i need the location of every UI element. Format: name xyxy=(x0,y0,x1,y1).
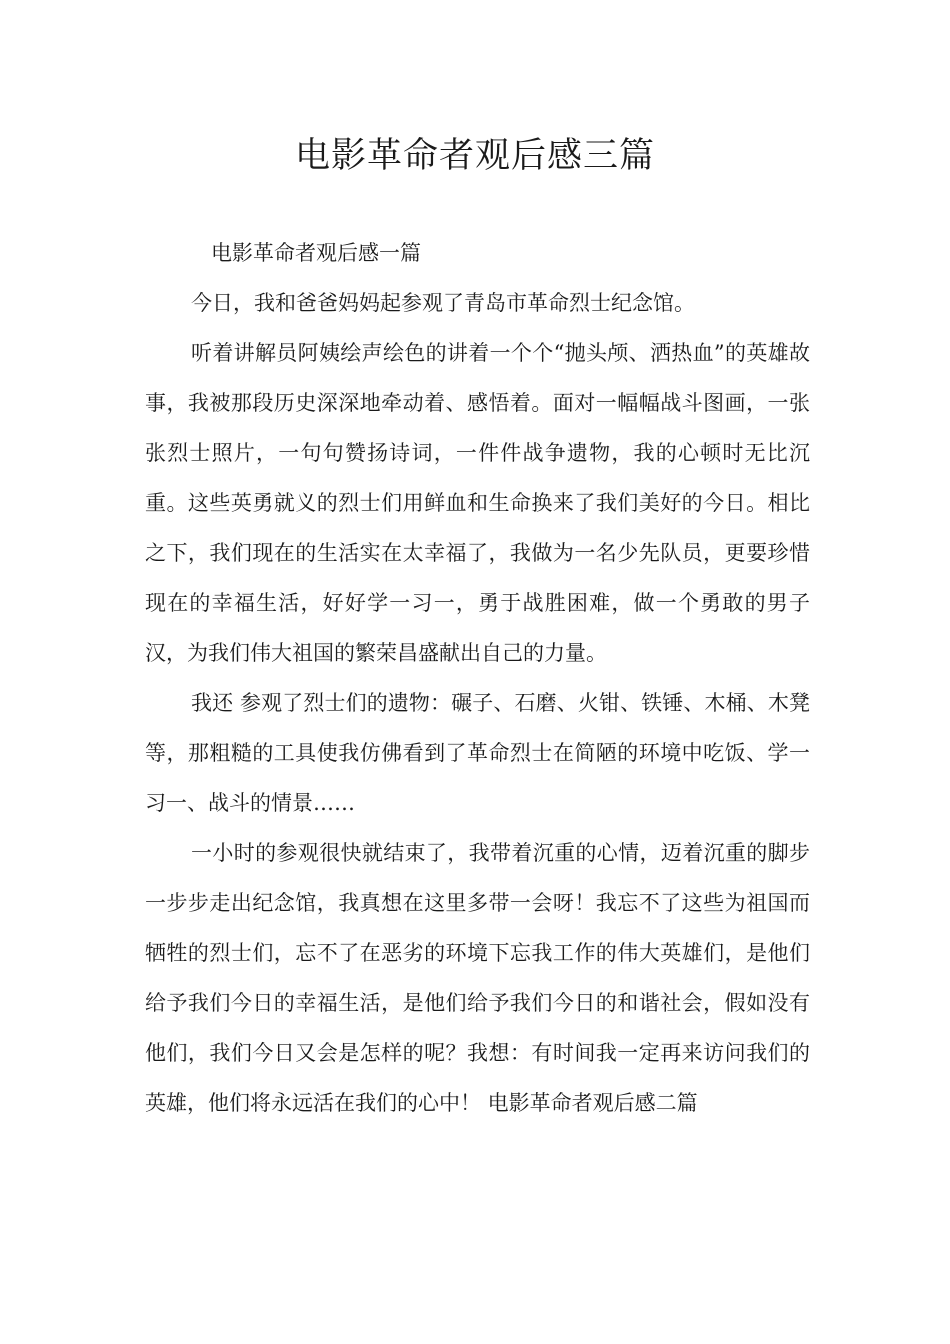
document-body xyxy=(145,228,810,1128)
document-title: 电影革命者观后感三篇 xyxy=(294,136,655,176)
paragraph-3: 我还 参观了烈士们的遗物：碾子、石磨、火钳、铁锤、木桶、木凳等，那粗糙的工具使我仿佛看到了革命烈士在简陋的环境中吃饭、学一习一、战斗的情景…… xyxy=(145,691,810,815)
paragraph-2: 听着讲解员阿姨绘声绘色的讲着一个个“抛头颅、洒热血”的英雄故事，我被那段历史深深地牵动着、感悟着。面对一幅幅战斗图画，一张张烈士照片，一句句赞扬诗词，一件件战争遗物，我的心顿时无比沉重。这些英勇就义的烈士们用鲜血和生命换来了我们美好的今日。相比之下，我们现在的生活实在太幸福了，我做为一名少先队员，更要珍惜现在的幸福生活，好好学一习一，勇于战胜困难，做一个勇敢的男子汉，为我们伟大祖国的繁荣昌盛献出自己的力量。 xyxy=(145,341,810,665)
paragraph-1: 今日，我和爸爸妈妈起参观了青岛市革命烈士纪念馆。 xyxy=(191,291,695,315)
paragraph-4: 一小时的参观很快就结束了，我带着沉重的心情，迈着沉重的脚步一步步走出纪念馆，我真想在这里多带一会呀！我忘不了这些为祖国而牺牲的烈士们，忘不了在恶劣的环境下忘我工作的伟大英雄们，是他们给予我们今日的幸福生活，是他们给予我们今日的和谐社会，假如没有他们，我们今日又会是怎样的呢？我想：有时间我一定再来访问我们的英雄，他们将永远活在我们的心中！ 电影革命者观后感二篇 xyxy=(145,841,810,1115)
section-heading: 电影革命者观后感一篇 xyxy=(211,241,421,265)
